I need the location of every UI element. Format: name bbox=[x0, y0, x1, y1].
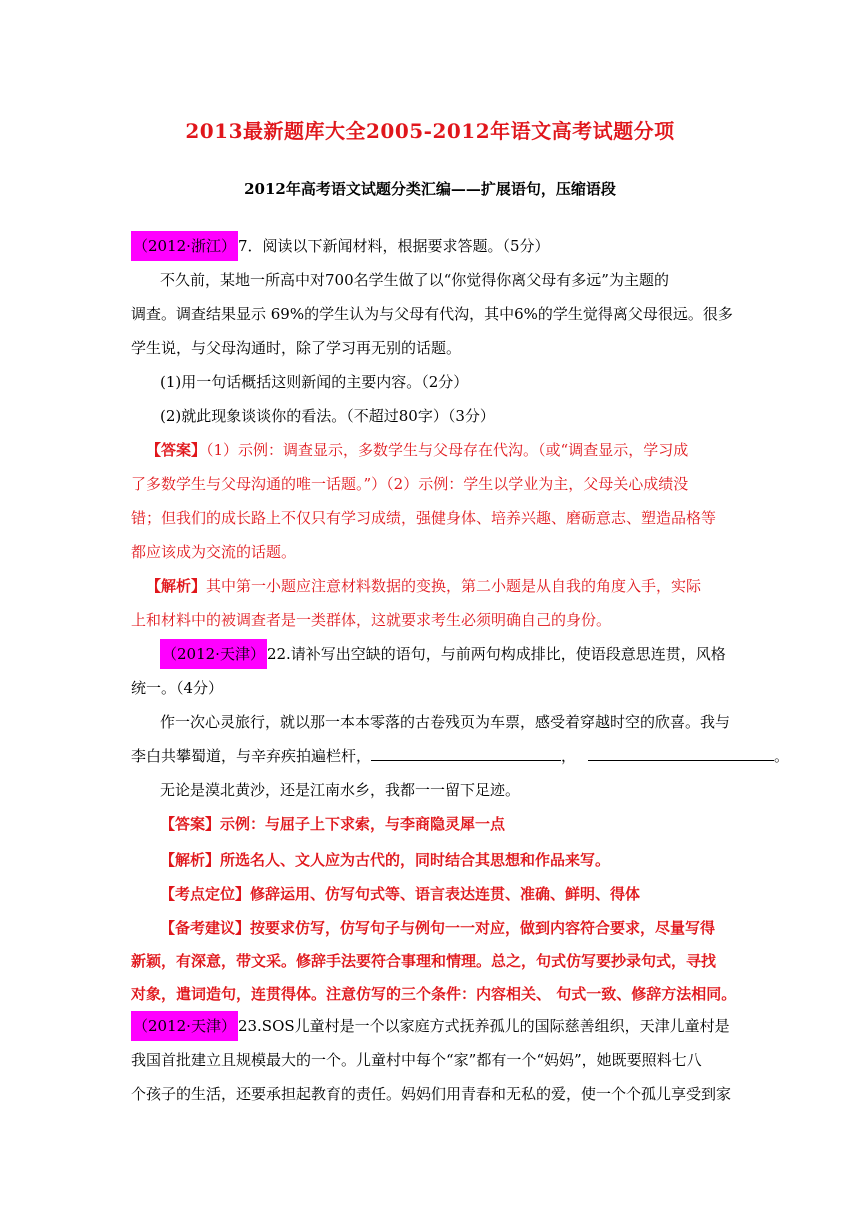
q22-text2b: ， bbox=[561, 747, 577, 765]
q23-source-tag: （2012·天津） bbox=[131, 1011, 238, 1041]
q22-point: 【考点定位】修辞运用、仿写句式等、语言表达连贯、准确、鲜明、得体 bbox=[160, 885, 641, 903]
q7-answer1: （1）示例：调查显示，多数学生与父母存在代沟。（或“调查显示，学习成 bbox=[206, 441, 689, 459]
q22-text2c: 。 bbox=[774, 747, 790, 765]
q23-line1 bbox=[131, 1016, 731, 1036]
q7-answer4: 都应该成为交流的话题。 bbox=[131, 543, 297, 561]
q7-analysis1: 其中第一小题应注意材料数据的变换，第二小题是从自我的角度入手，实际 bbox=[206, 577, 702, 595]
q7-para1: 不久前，某地一所高中对700名学生做了以“你觉得你离父母有多远”为主题的 bbox=[160, 271, 669, 289]
q7-answer-label: 【答案】 bbox=[146, 441, 207, 459]
q22-blank-1[interactable] bbox=[371, 746, 561, 761]
q7-para2: 调查。调查结果显示 69%的学生认为与父母有代沟，其中6%的学生觉得离父母很远。很多 bbox=[131, 305, 733, 323]
q22-stem1: 22.请补写出空缺的语句，与前两句构成排比，使语段意思连贯，风格 bbox=[266, 645, 726, 663]
q22-stem-line1 bbox=[160, 644, 760, 664]
q7-stem: 7．阅读以下新闻材料，根据要求答题。（5分） bbox=[237, 237, 550, 255]
q7-answer-line1 bbox=[146, 440, 746, 460]
q22-text2-line bbox=[131, 746, 790, 766]
q7-stem-line bbox=[131, 236, 731, 256]
q22-analysis: 【解析】所选名人、文人应为古代的，同时结合其思想和作品来写。 bbox=[160, 851, 611, 869]
q22-text2a: 李白共攀蜀道，与辛弃疾拍遍栏杆， bbox=[131, 747, 372, 765]
q22-source-tag: （2012·天津） bbox=[160, 639, 267, 669]
q7-para3: 学生说，与父母沟通时，除了学习再无别的话题。 bbox=[131, 339, 462, 357]
page-title: 2013最新题库大全2005-2012年语文高考试题分项 bbox=[185, 119, 675, 143]
q7-analysis-label: 【解析】 bbox=[146, 577, 207, 595]
q7-answer2: 了多数学生与父母沟通的唯一话题。”）（2）示例：学生以学业为主，父母关心成绩没 bbox=[131, 475, 689, 493]
q22-stem2: 统一。（4分） bbox=[131, 679, 224, 697]
q22-text3: 无论是漠北黄沙，还是江南水乡，我都一一留下足迹。 bbox=[160, 781, 521, 799]
q22-advice3: 对象，遣词造句，连贯得体。注意仿写的三个条件：内容相关、 句式一致、修辞方法相同。 bbox=[131, 985, 737, 1003]
q23-line3: 个孩子的生活，还要承担起教育的责任。妈妈们用青春和无私的爱，使一个个孤儿享受到家 bbox=[131, 1085, 732, 1103]
q7-source-tag: （2012·浙江） bbox=[131, 231, 238, 261]
q23-line2: 我国首批建立且规模最大的一个。儿童村中每个“家”都有一个“妈妈”，她既要照料七八 bbox=[131, 1051, 702, 1069]
q22-blank-2[interactable] bbox=[588, 746, 774, 761]
q22-text1: 作一次心灵旅行，就以那一本本零落的古卷残页为车票，感受着穿越时空的欣喜。我与 bbox=[160, 713, 731, 731]
q7-sub1: (1)用一句话概括这则新闻的主要内容。（2分） bbox=[160, 373, 469, 391]
q7-answer3: 错；但我们的成长路上不仅只有学习成绩，强健身体、培养兴趣、磨砺意志、塑造品格等 bbox=[131, 509, 717, 527]
q7-sub2: (2)就此现象谈谈你的看法。（不超过80字）（3分） bbox=[160, 407, 495, 425]
q22-advice2: 新颖，有深意，带文采。修辞手法要符合事理和情理。总之，句式仿写要抄录句式，寻找 bbox=[131, 952, 717, 970]
page-subtitle: 2012年高考语文试题分类汇编——扩展语句，压缩语段 bbox=[244, 180, 616, 198]
q7-analysis2: 上和材料中的被调查者是一类群体，这就要求考生必须明确自己的身份。 bbox=[131, 611, 612, 629]
q22-answer: 【答案】示例：与屈子上下求索，与李商隐灵犀一点 bbox=[160, 815, 506, 833]
q7-analysis-line1 bbox=[146, 576, 746, 596]
q23-text1: 23.SOS儿童村是一个以家庭方式抚养孤儿的国际慈善组织，天津儿童村是 bbox=[237, 1017, 730, 1035]
q22-advice1: 【备考建议】按要求仿写，仿写句子与例句一一对应，做到内容符合要求，尽量写得 bbox=[160, 919, 716, 937]
